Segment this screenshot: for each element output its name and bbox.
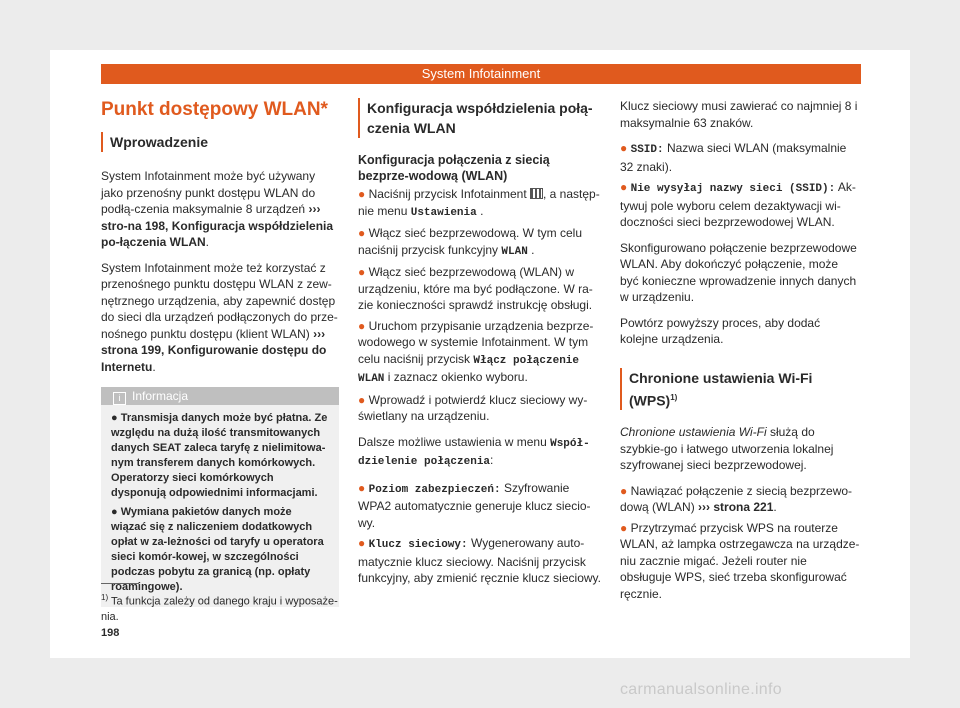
watermark: carmanualsonline.info [620, 681, 782, 698]
list-item: ● Włącz sieć bezprzewodową. W tym celu naciśnij przycisk funkcyjny WLAN . [358, 226, 582, 258]
paragraph: Skonfigurowano połączenie bezprzewodowe WLAN. Aby dokończyć połączenie, może być konieczne wprowadzenie innych danych w urządzeniu. [620, 240, 857, 304]
list-item: ● Naciśnij przycisk Infotainment , a następ-nie menu Ustawienia . [358, 187, 600, 219]
list-item: ● Nawiązać połączenie z siecią bezprzewo-dową (WLAN) ››› strona 221. [620, 483, 853, 515]
section-title: Punkt dostępowy WLAN* [101, 99, 328, 120]
list-item: ● Klucz sieciowy: Wygenerowany auto-matycznie klucz sieciowy. Naciśnij przycisk funkcyjny, aby zmienić ręcznie klucz sieciowy. [358, 536, 601, 585]
list-item: ● SSID: Nazwa sieci WLAN (maksymalnie 32 znaki). [620, 141, 847, 174]
list-item: ● Wprowadź i potwierdź klucz sieciowy wy-świetlany na urządzeniu. [358, 392, 588, 423]
info-item: ● Wymiana pakietów danych może wiązać się z naliczeniem dodatkowych opłat w za-leżności od taryfy u operatora sieci komór-kowej, w szczególności podczas pobytu za granicą (np. opłaty roamingowe). [111, 506, 324, 593]
footnote: $^{1)}$ Ta funkcja zależy od danego kraju i wyposaże-nia. [101, 593, 338, 623]
page-number: 198 [101, 627, 120, 639]
info-icon: i [113, 392, 126, 405]
column-3 [620, 98, 860, 611]
paragraph: Dalsze możliwe ustawienia w menu Współ-dzielenie połączenia: [358, 434, 590, 468]
list-item: ● Uruchom przypisanie urządzenia bezprze-wodowego w systemie Infotainment. W tym celu naciśnij przycisk Włącz połączenie WLAN i zaznacz okienko wyboru. [358, 318, 594, 385]
column-1 [101, 98, 339, 607]
list-item: ● Poziom zabezpieczeń: Szyfrowanie WPA2 automatycznie generuje klucz siecio-wy. [358, 480, 591, 530]
footnote-divider [101, 583, 139, 584]
section-title: Chronione ustawienia Wi-Fi (WPS)$^{1)}$ [620, 368, 860, 411]
subsection-title: Wprowadzenie [101, 132, 339, 152]
info-box-header: i Informacja [101, 387, 339, 405]
info-item: ● Transmisja danych może być płatna. Ze względu na dużą ilość transmitowanych danych SEAT zaleca taryfę z nielimitowa-nym transferem danych komórkowych. Operatorzy sieci komórkowych dysponują odpowiednimi informacjami. [111, 412, 328, 499]
list-item: ● Przytrzymać przycisk WPS na routerze WLAN, aż lampka ostrzegawcza na urządze-niu zacznie migać. Jeżeli router nie obsługuje WPS, sieć trzeba skonfigurować ręcznie. [620, 520, 860, 601]
paragraph: System Infotainment może być używany jako przenośny punkt dostępu WLAN do podłą-czenia maksymalnie 8 urządzeń ››› stro-na 198, Konfiguracja współdzielenia po-łączenia WLAN. [101, 169, 334, 249]
paragraph: Powtórz powyższy proces, aby dodać kolejne urządzenia. [620, 315, 821, 346]
paragraph: Chronione ustawienia Wi-Fi służą do szybkie-go i łatwego utworzenia lokalnej szyfrowanej sieci bezprzewodowej. [620, 425, 834, 473]
cross-reference[interactable]: strona 221 [713, 500, 774, 515]
cross-reference[interactable]: stro-na 198, Konfiguracja współdzielenia po-łączenia WLAN [101, 218, 334, 249]
infotainment-grid-icon [530, 188, 543, 199]
list-item: ● Włącz sieć bezprzewodową (WLAN) w urządzeniu, które ma być podłączone. W ra-zie konieczności sprawdź instrukcję obsługi. [358, 265, 593, 312]
procedure-title: Konfiguracja połączenia z siecią bezprze-wodową (WLAN) [358, 153, 550, 183]
paragraph: Klucz sieciowy musi zawierać co najmniej 8 i maksymalnie 63 znaków. [620, 99, 858, 130]
chapter-header: System Infotainment [101, 64, 861, 84]
info-box [101, 387, 339, 607]
list-item: ● Nie wysyłaj nazwy sieci (SSID): Ak-tywuj pole wyboru celem dezaktywacji wi-doczności sieci bezprzewodowej WLAN. [620, 180, 856, 229]
paragraph: System Infotainment może też korzystać z przenośnego punktu dostępu WLAN z zew-nętrznego urządzenia, aby zapewnić dostęp do sieci dla urządzeń podłączonych do prze-nośnego punktu dostępu (klient WLAN) ››› strona 199, Konfigurowanie dostępu do Internetu. [101, 260, 338, 374]
column-2 [358, 98, 602, 596]
section-title: Konfiguracja współdzielenia połą-czenia WLAN [358, 98, 602, 138]
cross-reference[interactable]: strona 199, Konfigurowanie dostępu do Internetu [101, 343, 327, 374]
